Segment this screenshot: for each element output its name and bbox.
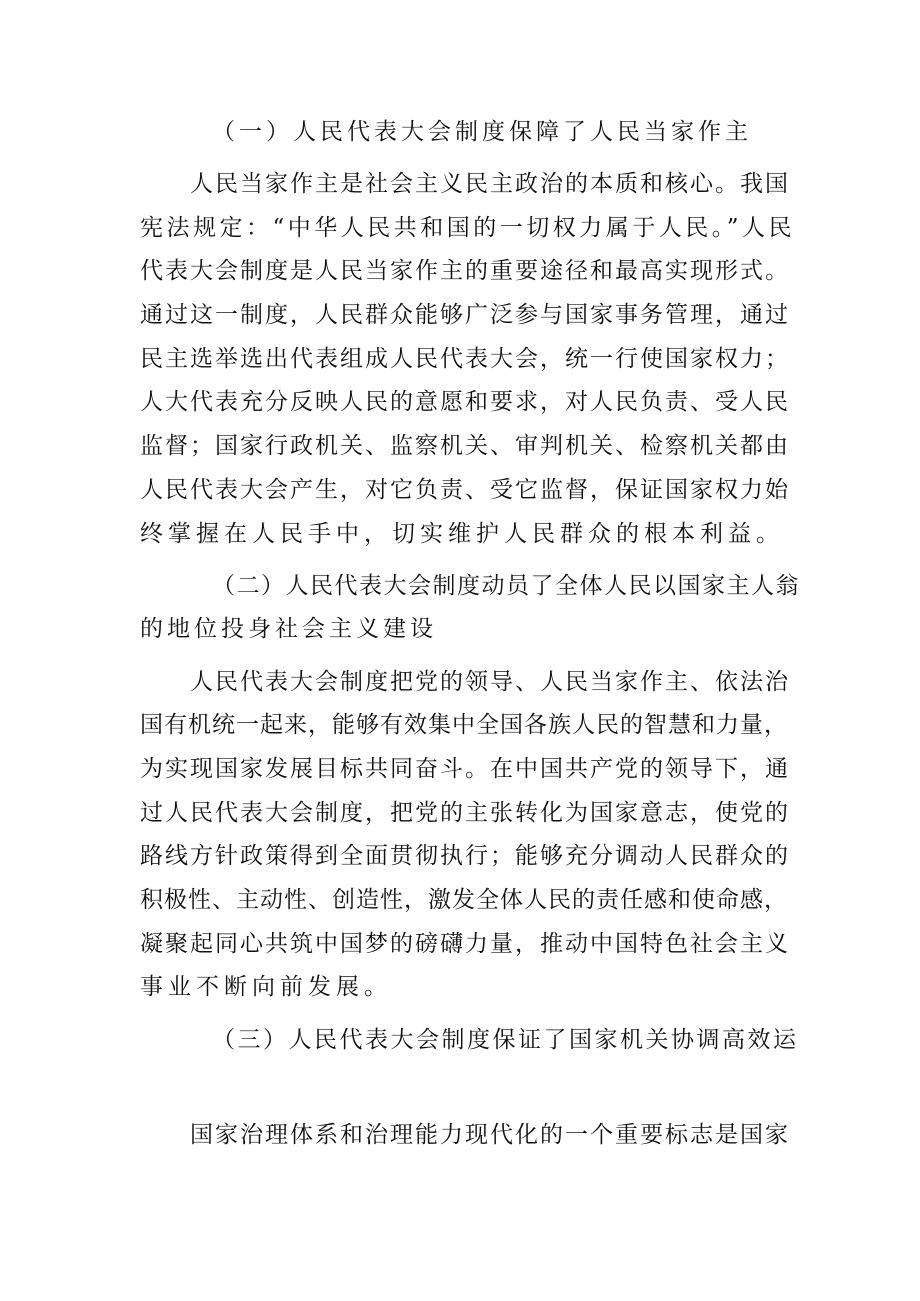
paragraph-2-line: 过人民代表大会制度，把党的主张转化为国家意志，使党的 (140, 800, 790, 826)
paragraph-1-line: 代表大会制度是人民当家作主的重要途径和最高实现形式。 (140, 258, 790, 284)
paragraph-2-line: 事业不断向前发展。 (140, 974, 392, 1000)
paragraph-1-line: 人民代表大会产生，对它负责、受它监督，保证国家权力始 (140, 477, 790, 503)
section-heading-3: （三）人民代表大会制度保证了国家机关协调高效运 (212, 1027, 799, 1053)
paragraph-1-line: 人大代表充分反映人民的意愿和要求，对人民负责、受人民 (140, 389, 790, 415)
paragraph-2-line: 为实现国家发展目标共同奋斗。在中国共产党的领导下，通 (140, 756, 790, 782)
paragraph-2-line: 国有机统一起来，能够有效集中全国各族人民的智慧和力量， (140, 712, 788, 738)
section-heading-1: （一）人民代表大会制度保障了人民当家作主 (212, 119, 752, 145)
paragraph-3-line: 国家治理体系和治理能力现代化的一个重要标志是国家 (190, 1122, 790, 1148)
paragraph-1-line: 监督；国家行政机关、监察机关、审判机关、检察机关都由 (140, 433, 790, 459)
paragraph-1-line: 人民当家作主是社会主义民主政治的本质和核心。我国 (190, 171, 790, 197)
paragraph-2-line: 积极性、主动性、创造性，激发全体人民的责任感和使命感， (140, 887, 788, 913)
section-heading-2-continuation: 的地位投身社会主义建设 (140, 616, 437, 642)
paragraph-1-line: 终掌握在人民手中，切实维护人民群众的根本利益。 (140, 521, 784, 547)
paragraph-2-line: 路线方针政策得到全面贯彻执行；能够充分调动人民群众的 (140, 843, 790, 869)
paragraph-1-line: 宪法规定：“中华人民共和国的一切权力属于人民。”人民 (140, 215, 796, 241)
section-heading-2: （二）人民代表大会制度动员了全体人民以国家主人翁 (212, 573, 800, 599)
paragraph-1-line: 通过这一制度，人民群众能够广泛参与国家事务管理，通过 (140, 302, 790, 328)
paragraph-1-line: 民主选举选出代表组成人民代表大会，统一行使国家权力； (140, 346, 790, 372)
paragraph-2-line: 凝聚起同心共筑中国梦的磅礴力量，推动中国特色社会主义 (140, 931, 790, 957)
paragraph-2-line: 人民代表大会制度把党的领导、人民当家作主、依法治 (190, 669, 790, 695)
